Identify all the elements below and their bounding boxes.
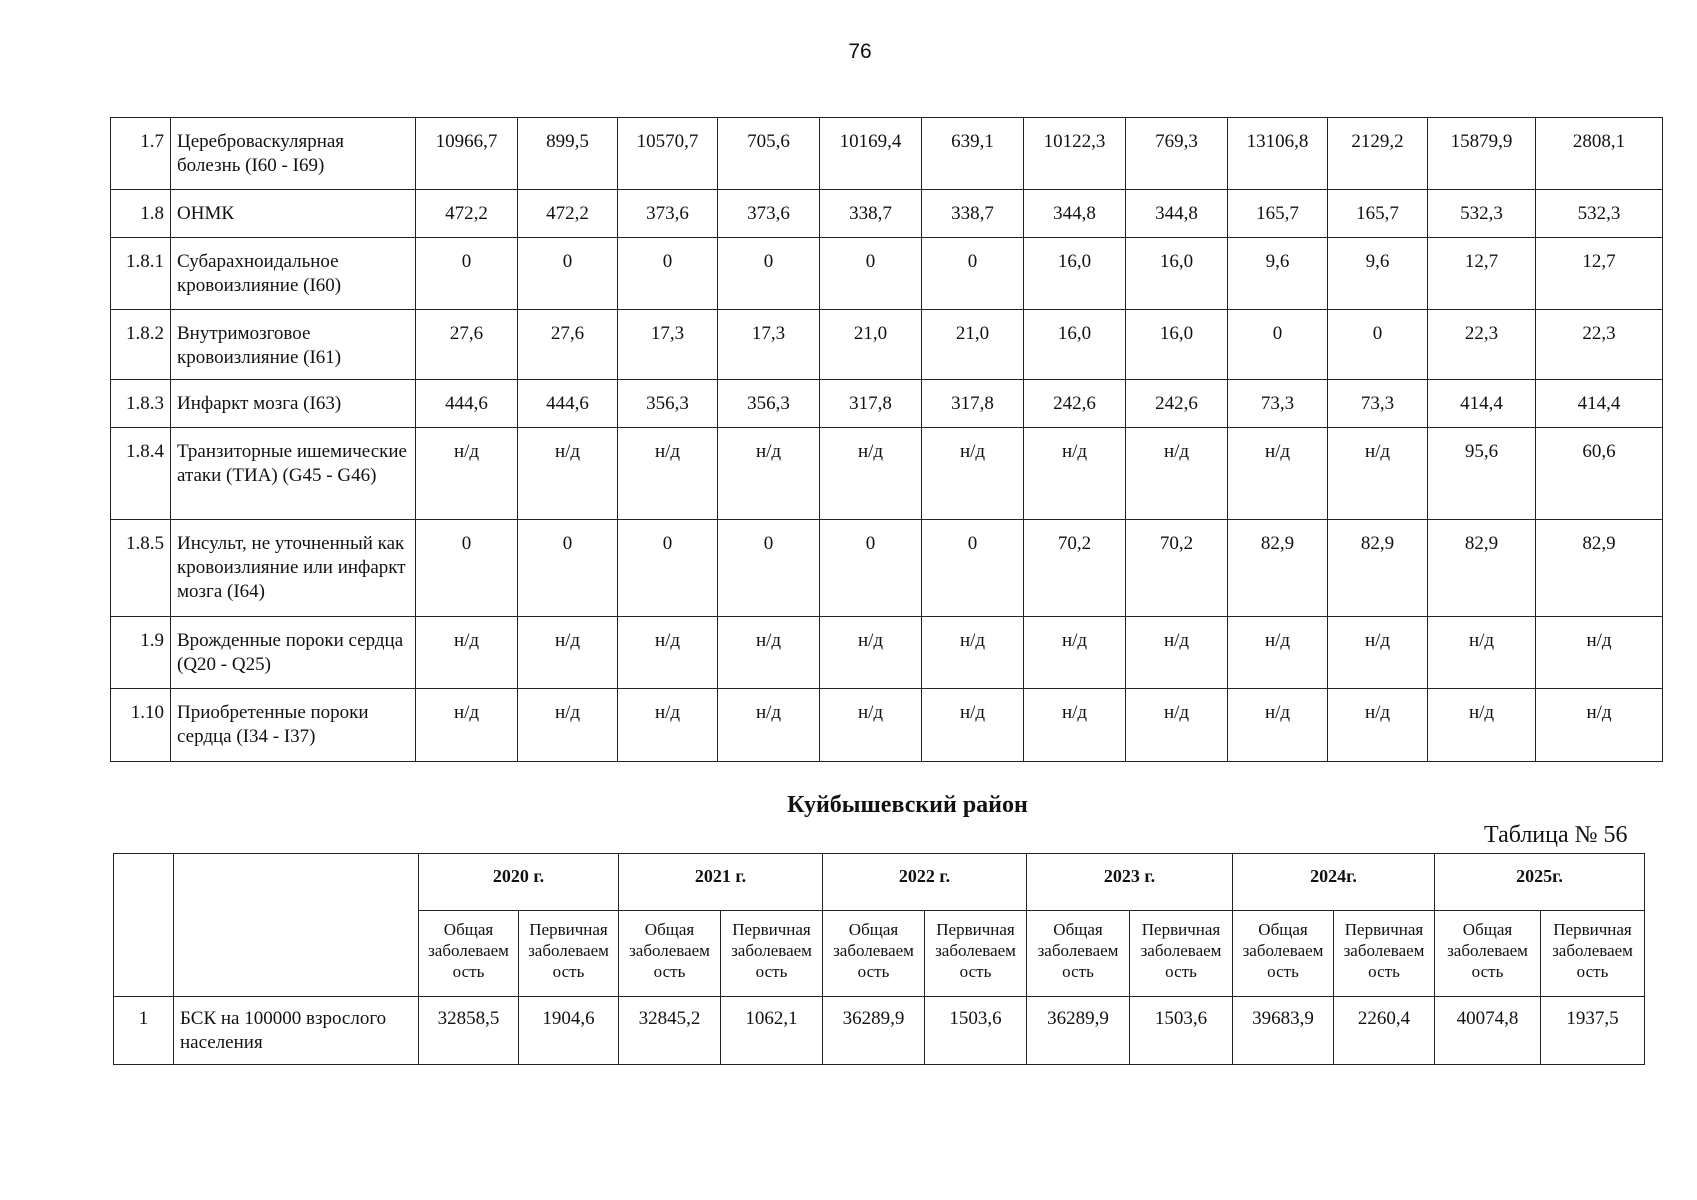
row-label: Транзиторные ишемические атаки (ТИА) (G45 - G46) [171, 428, 416, 520]
value-cell: н/д [618, 428, 718, 520]
value-cell: 344,8 [1024, 190, 1126, 238]
value-cell: 0 [718, 238, 820, 310]
row-label: БСК на 100000 взрослого населения [174, 997, 419, 1065]
value-cell: 27,6 [416, 310, 518, 380]
value-cell: 338,7 [922, 190, 1024, 238]
sub-header-total: Общая заболеваем ость [1027, 911, 1130, 997]
value-cell: 639,1 [922, 118, 1024, 190]
value-cell: 22,3 [1428, 310, 1536, 380]
value-cell: н/д [820, 617, 922, 689]
value-cell: 60,6 [1536, 428, 1663, 520]
year-header: 2025г. [1435, 854, 1645, 911]
value-cell: 2129,2 [1328, 118, 1428, 190]
row-label: Врожденные пороки сердца (Q20 - Q25) [171, 617, 416, 689]
value-cell: 769,3 [1126, 118, 1228, 190]
value-cell: 444,6 [416, 380, 518, 428]
value-cell: н/д [1536, 689, 1663, 762]
value-cell: н/д [618, 689, 718, 762]
value-cell: 22,3 [1536, 310, 1663, 380]
section-title: Куйбышевский район [787, 792, 1028, 818]
header-empty-label [174, 854, 419, 997]
table-row [114, 997, 1645, 1065]
value-cell: 472,2 [518, 190, 618, 238]
row-number: 1.7 [111, 118, 171, 190]
value-cell: 95,6 [1428, 428, 1536, 520]
value-cell: 373,6 [618, 190, 718, 238]
year-header: 2024г. [1233, 854, 1435, 911]
value-cell: 0 [518, 520, 618, 617]
value-cell: 1937,5 [1541, 997, 1645, 1065]
row-number: 1.8.5 [111, 520, 171, 617]
value-cell: 899,5 [518, 118, 618, 190]
value-cell: 414,4 [1536, 380, 1663, 428]
district-table [113, 853, 1645, 1065]
row-number: 1.8.3 [111, 380, 171, 428]
table-row [111, 118, 1663, 190]
table-row [111, 310, 1663, 380]
sub-header-primary: Первичная заболеваем ость [1334, 911, 1435, 997]
value-cell: н/д [922, 428, 1024, 520]
value-cell: н/д [416, 689, 518, 762]
value-cell: 0 [922, 520, 1024, 617]
value-cell: н/д [1328, 617, 1428, 689]
value-cell: 0 [618, 520, 718, 617]
sub-header-total: Общая заболеваем ость [619, 911, 721, 997]
sub-header-primary: Первичная заболеваем ость [925, 911, 1027, 997]
value-cell: 21,0 [820, 310, 922, 380]
value-cell: 36289,9 [823, 997, 925, 1065]
value-cell: 27,6 [518, 310, 618, 380]
value-cell: 16,0 [1126, 238, 1228, 310]
value-cell: н/д [518, 617, 618, 689]
value-cell: 10122,3 [1024, 118, 1126, 190]
value-cell: 82,9 [1328, 520, 1428, 617]
value-cell: 39683,9 [1233, 997, 1334, 1065]
value-cell: 0 [718, 520, 820, 617]
value-cell: 16,0 [1024, 310, 1126, 380]
value-cell: н/д [416, 428, 518, 520]
value-cell: 165,7 [1228, 190, 1328, 238]
value-cell: 82,9 [1428, 520, 1536, 617]
value-cell: 472,2 [416, 190, 518, 238]
table-caption: Таблица № 56 [1484, 822, 1628, 848]
value-cell: 73,3 [1328, 380, 1428, 428]
row-label: Цереброваскулярная болезнь (I60 - I69) [171, 118, 416, 190]
value-cell: 414,4 [1428, 380, 1536, 428]
value-cell: 10966,7 [416, 118, 518, 190]
value-cell: н/д [1126, 689, 1228, 762]
row-number: 1.8 [111, 190, 171, 238]
value-cell: 1062,1 [721, 997, 823, 1065]
value-cell: 70,2 [1126, 520, 1228, 617]
value-cell: 21,0 [922, 310, 1024, 380]
value-cell: 444,6 [518, 380, 618, 428]
value-cell: 317,8 [922, 380, 1024, 428]
value-cell: 12,7 [1428, 238, 1536, 310]
value-cell: 16,0 [1024, 238, 1126, 310]
value-cell: н/д [1228, 617, 1328, 689]
value-cell: 0 [518, 238, 618, 310]
sub-header-total: Общая заболеваем ость [419, 911, 519, 997]
value-cell: 532,3 [1536, 190, 1663, 238]
cardiovascular-table-continued [110, 117, 1663, 762]
value-cell: 16,0 [1126, 310, 1228, 380]
value-cell: 165,7 [1328, 190, 1428, 238]
value-cell: н/д [718, 617, 820, 689]
value-cell: 1503,6 [925, 997, 1027, 1065]
row-number: 1.8.4 [111, 428, 171, 520]
row-number: 1.10 [111, 689, 171, 762]
value-cell: 373,6 [718, 190, 820, 238]
value-cell: 0 [820, 520, 922, 617]
value-cell: н/д [1328, 428, 1428, 520]
value-cell: н/д [922, 617, 1024, 689]
value-cell: н/д [1024, 428, 1126, 520]
value-cell: 12,7 [1536, 238, 1663, 310]
value-cell: 2808,1 [1536, 118, 1663, 190]
value-cell: 705,6 [718, 118, 820, 190]
value-cell: н/д [820, 428, 922, 520]
year-header: 2020 г. [419, 854, 619, 911]
row-label: ОНМК [171, 190, 416, 238]
sub-header-primary: Первичная заболеваем ость [1541, 911, 1645, 997]
value-cell: н/д [820, 689, 922, 762]
sub-header-primary: Первичная заболеваем ость [1130, 911, 1233, 997]
value-cell: 0 [416, 238, 518, 310]
value-cell: 0 [820, 238, 922, 310]
value-cell: 1503,6 [1130, 997, 1233, 1065]
table-row [111, 238, 1663, 310]
value-cell: н/д [718, 428, 820, 520]
value-cell: 82,9 [1536, 520, 1663, 617]
value-cell: 0 [1228, 310, 1328, 380]
value-cell: н/д [1024, 617, 1126, 689]
value-cell: н/д [1126, 617, 1228, 689]
table-row [111, 617, 1663, 689]
value-cell: 338,7 [820, 190, 922, 238]
sub-header-total: Общая заболеваем ость [1435, 911, 1541, 997]
value-cell: 2260,4 [1334, 997, 1435, 1065]
value-cell: н/д [416, 617, 518, 689]
value-cell: 73,3 [1228, 380, 1328, 428]
value-cell: н/д [618, 617, 718, 689]
value-cell: 40074,8 [1435, 997, 1541, 1065]
row-label: Субарахноидальное кровоизлияние (I60) [171, 238, 416, 310]
page-number: 76 [848, 40, 872, 63]
year-header: 2023 г. [1027, 854, 1233, 911]
value-cell: 36289,9 [1027, 997, 1130, 1065]
value-cell: н/д [1228, 428, 1328, 520]
value-cell: 0 [922, 238, 1024, 310]
value-cell: 0 [416, 520, 518, 617]
sub-header-primary: Первичная заболеваем ость [519, 911, 619, 997]
value-cell: 9,6 [1228, 238, 1328, 310]
row-label: Внутримозговое кровоизлияние (I61) [171, 310, 416, 380]
value-cell: 32845,2 [619, 997, 721, 1065]
value-cell: 356,3 [618, 380, 718, 428]
value-cell: 17,3 [718, 310, 820, 380]
table-row [111, 428, 1663, 520]
value-cell: н/д [718, 689, 820, 762]
value-cell: 532,3 [1428, 190, 1536, 238]
year-header: 2022 г. [823, 854, 1027, 911]
value-cell: 344,8 [1126, 190, 1228, 238]
value-cell: н/д [922, 689, 1024, 762]
sub-header-primary: Первичная заболеваем ость [721, 911, 823, 997]
value-cell: 70,2 [1024, 520, 1126, 617]
row-label: Приобретенные пороки сердца (I34 - I37) [171, 689, 416, 762]
value-cell: 82,9 [1228, 520, 1328, 617]
value-cell: 242,6 [1024, 380, 1126, 428]
row-label: Инсульт, не уточненный как кровоизлияние или инфаркт мозга (I64) [171, 520, 416, 617]
year-header-row [114, 854, 1645, 911]
header-empty-num [114, 854, 174, 997]
value-cell: н/д [1328, 689, 1428, 762]
value-cell: н/д [1428, 689, 1536, 762]
row-number: 1.9 [111, 617, 171, 689]
value-cell: 0 [1328, 310, 1428, 380]
value-cell: н/д [1024, 689, 1126, 762]
value-cell: 356,3 [718, 380, 820, 428]
value-cell: н/д [1428, 617, 1536, 689]
row-number: 1 [114, 997, 174, 1065]
value-cell: 317,8 [820, 380, 922, 428]
value-cell: н/д [1228, 689, 1328, 762]
value-cell: 32858,5 [419, 997, 519, 1065]
value-cell: 0 [618, 238, 718, 310]
value-cell: 242,6 [1126, 380, 1228, 428]
table-row [111, 520, 1663, 617]
sub-header-total: Общая заболеваем ость [1233, 911, 1334, 997]
table-row [111, 380, 1663, 428]
table-row [111, 689, 1663, 762]
table-row [111, 190, 1663, 238]
value-cell: 17,3 [618, 310, 718, 380]
value-cell: н/д [518, 428, 618, 520]
year-header: 2021 г. [619, 854, 823, 911]
value-cell: н/д [1126, 428, 1228, 520]
value-cell: 13106,8 [1228, 118, 1328, 190]
value-cell: н/д [518, 689, 618, 762]
value-cell: н/д [1536, 617, 1663, 689]
row-number: 1.8.1 [111, 238, 171, 310]
value-cell: 1904,6 [519, 997, 619, 1065]
row-number: 1.8.2 [111, 310, 171, 380]
row-label: Инфаркт мозга (I63) [171, 380, 416, 428]
value-cell: 10570,7 [618, 118, 718, 190]
value-cell: 10169,4 [820, 118, 922, 190]
value-cell: 15879,9 [1428, 118, 1536, 190]
value-cell: 9,6 [1328, 238, 1428, 310]
sub-header-total: Общая заболеваем ость [823, 911, 925, 997]
